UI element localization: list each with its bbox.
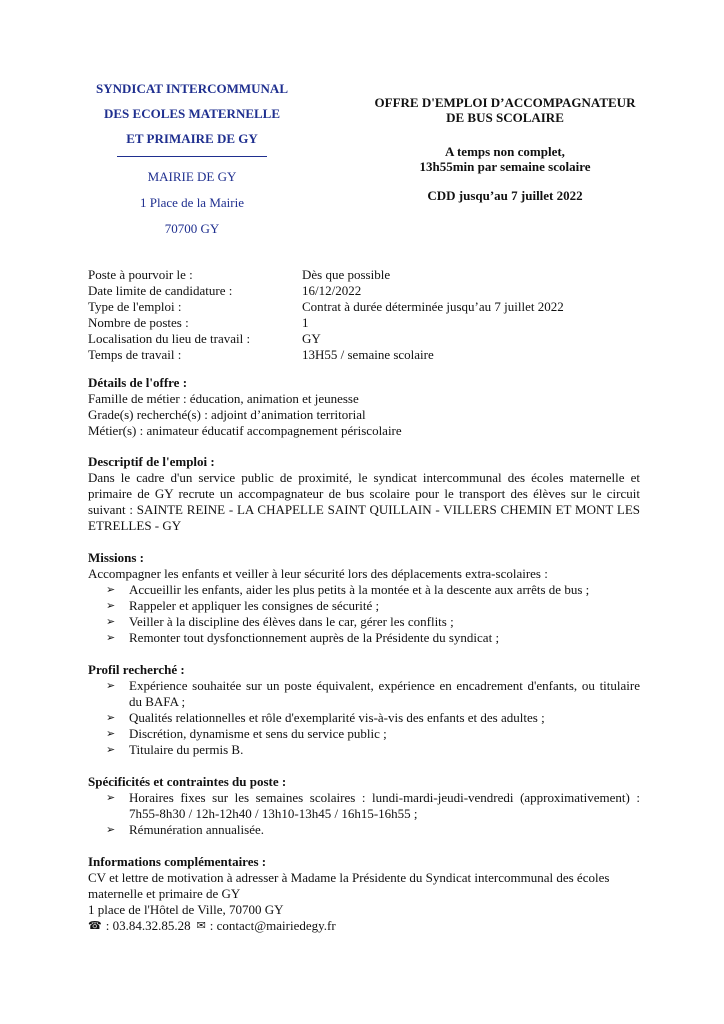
contract-line: CDD jusqu’au 7 juillet 2022 bbox=[427, 188, 583, 203]
summary-row bbox=[88, 299, 640, 315]
summary-value: 1 bbox=[302, 315, 309, 330]
offer-title-line-2: DE BUS SCOLAIRE bbox=[446, 110, 564, 125]
summary-row bbox=[88, 315, 640, 331]
summary-label: Temps de travail : bbox=[88, 347, 182, 362]
list-item: ➢ Veiller à la discipline des élèves dans le car, gérer les conflits ; bbox=[106, 614, 454, 629]
work-time-line-1: A temps non complet, bbox=[445, 144, 565, 159]
list-item: ➢ Accueillir les enfants, aider les plus petits à la montée et à la descente aux arrêts de bus ; bbox=[106, 582, 590, 597]
summary-value: Contrat à durée déterminée jusqu’au 7 juillet 2022 bbox=[302, 299, 564, 314]
mail-icon: ✉ bbox=[196, 919, 206, 932]
details-line: Métier(s) : animateur éducatif accompagnement périscolaire bbox=[88, 423, 402, 438]
specificites-list bbox=[88, 790, 640, 838]
phone-icon: ☎ bbox=[88, 919, 102, 932]
summary-label: Type de l'emploi : bbox=[88, 299, 182, 314]
org-name-line-1: SYNDICAT INTERCOMMUNAL bbox=[95, 81, 288, 96]
descriptif-heading: Descriptif de l'emploi : bbox=[88, 454, 215, 469]
arrow-bullet-icon: ➢ bbox=[106, 711, 116, 724]
specificites-heading: Spécificités et contraintes du poste : bbox=[88, 774, 287, 789]
summary-row bbox=[88, 267, 640, 283]
arrow-bullet-icon: ➢ bbox=[106, 791, 116, 804]
summary-table bbox=[88, 267, 640, 363]
org-name-line-2: DES ECOLES MATERNELLE bbox=[103, 106, 281, 121]
list-item: ➢ Titulaire du permis B. bbox=[106, 742, 244, 757]
profil-heading: Profil recherché : bbox=[88, 662, 185, 677]
header-divider bbox=[117, 156, 267, 157]
arrow-bullet-icon: ➢ bbox=[106, 727, 116, 740]
missions-list bbox=[88, 582, 640, 646]
offer-title-line-1: OFFRE D'EMPLOI D’ACCOMPAGNATEUR bbox=[374, 95, 636, 110]
list-item: ➢ Remonter tout dysfonctionnement auprès de la Présidente du syndicat ; bbox=[106, 630, 500, 645]
arrow-bullet-icon: ➢ bbox=[106, 631, 116, 644]
summary-value: 13H55 / semaine scolaire bbox=[302, 347, 434, 362]
list-item: ➢ Qualités relationnelles et rôle d'exemplarité vis-à-vis des enfants et des adultes ; bbox=[106, 710, 545, 725]
summary-row bbox=[88, 331, 640, 347]
work-time-line-2: 13h55min par semaine scolaire bbox=[419, 159, 591, 174]
arrow-bullet-icon: ➢ bbox=[106, 743, 116, 756]
descriptif-text: Dans le cadre d'un service public de proximité, le syndicat intercommunal des écoles maternelle et primaire de GY recrute un accompagnateur de bus scolaire pour le transport des élèves sur le circuit suivant : SAINTE REINE - LA CHAPELLE SAINT QUILLAIN - VILLERS CHEMIN ET MONT LES ETRELLES - GY bbox=[88, 470, 640, 533]
arrow-bullet-icon: ➢ bbox=[106, 615, 116, 628]
summary-label: Localisation du lieu de travail : bbox=[88, 331, 251, 346]
summary-label: Nombre de postes : bbox=[88, 315, 189, 330]
email-address: : contact@mairiedegy.fr bbox=[209, 918, 336, 933]
infos-address: 1 place de l'Hôtel de Ville, 70700 GY bbox=[88, 902, 284, 917]
details-line: Grade(s) recherché(s) : adjoint d’animation territorial bbox=[88, 407, 366, 422]
offer-content bbox=[88, 267, 640, 934]
list-item: ➢ Horaires fixes sur les semaines scolaires : lundi-mardi-jeudi-vendredi (approximativement) : 7h55-8h30 / 12h-12h40 / 13h10-13h45 / 16h15-16h55 ; bbox=[106, 790, 640, 821]
details-heading: Détails de l'offre : bbox=[88, 375, 188, 390]
list-item: ➢ Rémunération annualisée. bbox=[106, 822, 265, 837]
infos-heading: Informations complémentaires : bbox=[88, 854, 267, 869]
phone-number: : 03.84.32.85.28 bbox=[105, 918, 191, 933]
summary-row bbox=[88, 283, 640, 299]
contact-line bbox=[88, 918, 640, 934]
org-name-line-3: ET PRIMAIRE DE GY bbox=[126, 131, 258, 146]
summary-value: GY bbox=[302, 331, 321, 346]
arrow-bullet-icon: ➢ bbox=[106, 599, 116, 612]
summary-label: Poste à pourvoir le : bbox=[88, 267, 193, 282]
list-item: ➢ Discrétion, dynamisme et sens du service public ; bbox=[106, 726, 387, 741]
address-line-1: MAIRIE DE GY bbox=[147, 169, 237, 184]
summary-row bbox=[88, 347, 640, 363]
offer-title-block bbox=[340, 95, 670, 203]
details-line: Famille de métier : éducation, animation et jeunesse bbox=[88, 391, 359, 406]
profil-list bbox=[88, 678, 640, 758]
arrow-bullet-icon: ➢ bbox=[106, 823, 116, 836]
address-line-3: 70700 GY bbox=[164, 221, 220, 236]
arrow-bullet-icon: ➢ bbox=[106, 679, 116, 692]
list-item: ➢ Expérience souhaitée sur un poste équivalent, expérience en encadrement d'enfants, ou titulaire du BAFA ; bbox=[106, 678, 640, 709]
organization-block bbox=[72, 76, 312, 242]
missions-intro: Accompagner les enfants et veiller à leur sécurité lors des déplacements extra-scolaires : bbox=[88, 566, 548, 581]
summary-label: Date limite de candidature : bbox=[88, 283, 233, 298]
infos-text: CV et lettre de motivation à adresser à Madame la Présidente du Syndicat intercommunal des écoles maternelle et primaire de GY bbox=[88, 870, 610, 901]
arrow-bullet-icon: ➢ bbox=[106, 583, 116, 596]
missions-heading: Missions : bbox=[88, 550, 144, 565]
address-line-2: 1 Place de la Mairie bbox=[140, 195, 244, 210]
summary-value: 16/12/2022 bbox=[302, 283, 362, 298]
list-item: ➢ Rappeler et appliquer les consignes de sécurité ; bbox=[106, 598, 380, 613]
summary-value: Dès que possible bbox=[302, 267, 391, 282]
